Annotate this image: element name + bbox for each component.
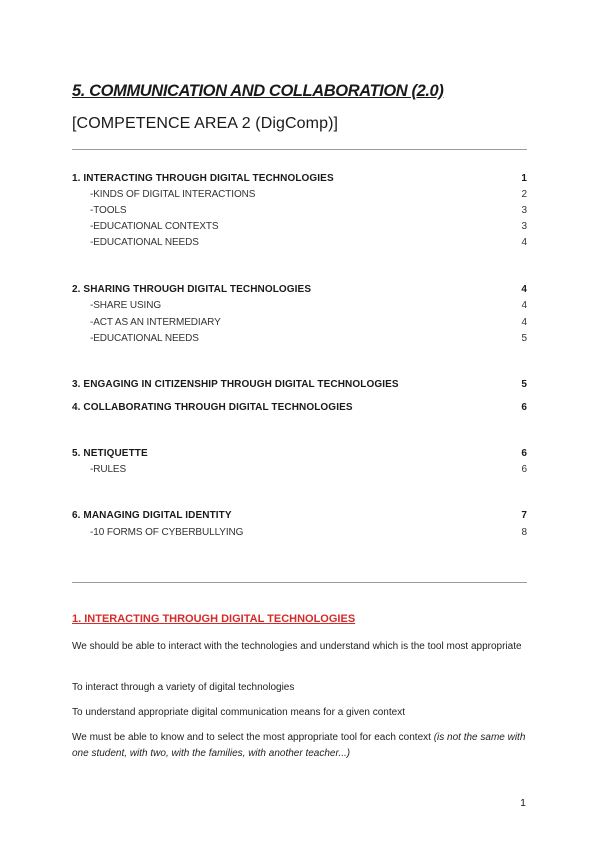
toc-entry-label: 2. SHARING THROUGH DIGITAL TECHNOLOGIES [72, 283, 312, 295]
toc-subentry[interactable] [72, 331, 527, 345]
toc-entry[interactable] [72, 377, 527, 391]
toc-entry-label: -RULES [90, 463, 127, 475]
toc-entry-page: 3 [521, 204, 527, 216]
toc-entry-page: 5 [521, 332, 527, 344]
toc-entry-label: 6. MANAGING DIGITAL IDENTITY [72, 509, 232, 521]
toc-entry-label: -SHARE USING [90, 299, 162, 311]
toc-entry-page: 7 [521, 509, 527, 521]
toc-entry-label: -EDUCATIONAL NEEDS [90, 332, 199, 344]
divider-top [72, 149, 527, 150]
toc-entry-page: 4 [521, 316, 527, 328]
toc-entry-page: 6 [521, 463, 527, 475]
toc-subentry[interactable] [72, 315, 527, 329]
section-heading: 1. INTERACTING THROUGH DIGITAL TECHNOLOGIES [72, 613, 356, 625]
toc-entry-label: -10 FORMS OF CYBERBULLYING [90, 526, 244, 538]
toc-subentry[interactable] [72, 203, 527, 217]
page-number: 1 [520, 797, 526, 809]
toc-subentry[interactable] [72, 462, 527, 476]
toc-entry-page: 3 [521, 220, 527, 232]
toc-entry-label: -ACT AS AN INTERMEDIARY [90, 316, 221, 328]
toc-entry-page: 5 [521, 378, 527, 390]
body-paragraph-aside: (is not the same with one student, with two, with the families, with another teacher...) [72, 732, 526, 759]
toc-entry-label: -EDUCATIONAL CONTEXTS [90, 220, 219, 232]
toc-subentry[interactable] [72, 235, 527, 249]
toc-entry-page: 4 [521, 236, 527, 248]
toc-entry-label: 4. COLLABORATING THROUGH DIGITAL TECHNOLOGIES [72, 401, 353, 413]
toc-entry-label: 3. ENGAGING IN CITIZENSHIP THROUGH DIGITAL TECHNOLOGIES [72, 378, 399, 390]
toc-entry[interactable] [72, 446, 527, 460]
body-paragraph-text: We must be able to know and to select the most appropriate tool for each context [72, 732, 434, 743]
toc-entry-page: 1 [521, 172, 527, 184]
toc-entry-page: 8 [521, 526, 527, 538]
toc-entry-label: 5. NETIQUETTE [72, 447, 148, 459]
toc-subentry[interactable] [72, 187, 527, 201]
toc-subentry[interactable] [72, 219, 527, 233]
body-paragraph: We should be able to interact with the technologies and understand which is the tool most appropriate [72, 641, 522, 652]
body-paragraph: To understand appropriate digital communication means for a given context [72, 707, 405, 718]
body-paragraph: To interact through a variety of digital technologies [72, 682, 295, 693]
toc-entry-label: -KINDS OF DIGITAL INTERACTIONS [90, 188, 256, 200]
toc-subentry[interactable] [72, 298, 527, 312]
toc-entry-label: -EDUCATIONAL NEEDS [90, 236, 199, 248]
toc-subentry[interactable] [72, 525, 527, 539]
toc-entry-page: 2 [521, 188, 527, 200]
toc-entry[interactable] [72, 171, 527, 185]
toc-entry-label: 1. INTERACTING THROUGH DIGITAL TECHNOLOGIES [72, 172, 334, 184]
toc-entry[interactable] [72, 282, 527, 296]
toc-entry-page: 4 [521, 299, 527, 311]
body-paragraph [72, 730, 530, 762]
toc-entry[interactable] [72, 508, 527, 522]
toc-entry-label: -TOOLS [90, 204, 127, 216]
document-subtitle: [COMPETENCE AREA 2 (DigComp)] [72, 115, 339, 132]
document-title: 5. COMMUNICATION AND COLLABORATION (2.0) [72, 82, 444, 100]
toc-entry-page: 6 [521, 401, 527, 413]
divider-bottom [72, 582, 527, 583]
toc-entry[interactable] [72, 400, 527, 414]
toc-entry-page: 4 [521, 283, 527, 295]
toc-entry-page: 6 [521, 447, 527, 459]
